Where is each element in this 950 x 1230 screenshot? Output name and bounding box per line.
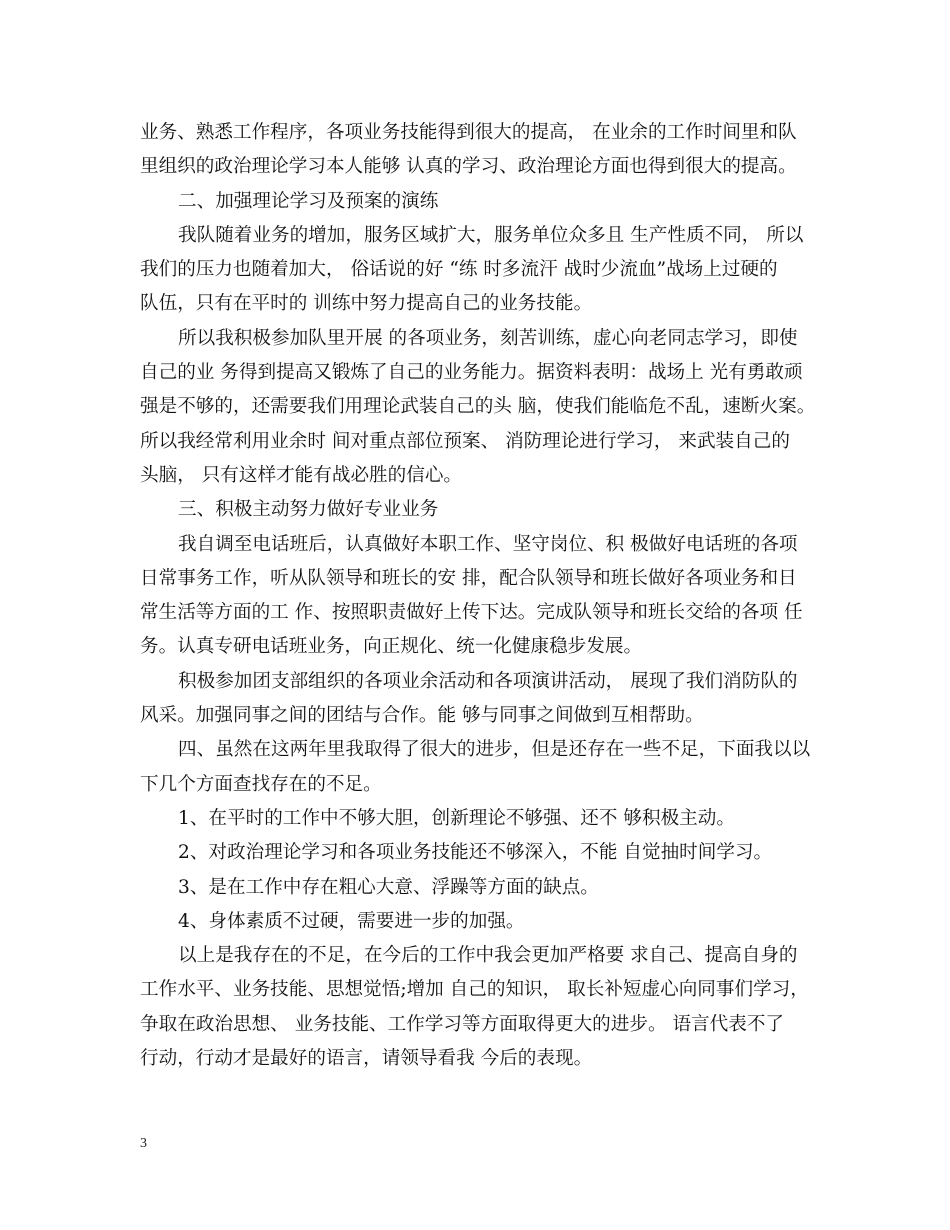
- text-line: 日常事务工作，听从队领导和班长的安 排，配合队领导和班长做好各项业务和日: [140, 567, 797, 589]
- text-line: 队伍，只有在平时的 训练中努力提高自己的业务技能。: [140, 293, 593, 315]
- document-body: [140, 116, 816, 1076]
- text-line: 我队随着业务的增加，服务区域扩大，服务单位众多且 生产性质不同， 所以: [178, 224, 804, 246]
- text-line: 四、虽然在这两年里我取得了很大的进步，但是还存在一些不足，下面我以以: [178, 739, 811, 761]
- page-number: 3: [140, 1136, 147, 1151]
- text-line: 务。认真专研电话班业务，向正规化、统一化健康稳步发展。: [140, 636, 643, 658]
- text-line: 常生活等方面的工 作、按照职责做好上传下达。完成队领导和班长交给的各项 任: [140, 602, 803, 624]
- text-line: 行动，行动才是最好的语言，请领导看我 今后的表现。: [140, 1048, 593, 1070]
- text-line: 自己的业 务得到提高又锻炼了自己的业务能力。据资料表明：战场上 光有勇敢顽: [140, 362, 803, 384]
- text-line: 3、是在工作中存在粗心大意、浮躁等方面的缺点。: [178, 876, 599, 898]
- text-line: 二、加强理论学习及预案的演练: [178, 190, 439, 212]
- text-line: 争取在政治思想、 业务技能、工作学习等方面取得更大的进步。 语言代表不了: [140, 1013, 785, 1035]
- text-line: 我们的压力也随着加大， 俗话说的好 “练 时多流汗 战时少流血”战场上过硬的: [140, 259, 778, 281]
- text-line: 下几个方面查找存在的不足。: [140, 773, 382, 795]
- text-line: 所以我积极参加队里开展 的各项业务，刻苦训练，虚心向老同志学习，即使: [178, 327, 798, 349]
- text-line: 1、在平时的工作中不够大胆，创新理论不够强、还不 够积极主动。: [178, 807, 735, 829]
- text-line: 强是不够的，还需要我们用理论武装自己的头 脑，使我们能临危不乱，速断火案。: [140, 396, 816, 418]
- text-line: 里组织的政治理论学习本人能够 认真的学习、政治理论方面也得到很大的提高。: [140, 156, 797, 178]
- text-line: 4、身体素质不过硬，需要进一步的加强。: [178, 910, 525, 932]
- text-line: 工作水平、业务技能、思想觉悟;增加 自己的知识， 取长补短虚心向同事们学习，: [140, 979, 809, 1001]
- text-line: 以上是我存在的不足，在今后的工作中我会更加严格要 求自己、提高自身的: [178, 945, 798, 967]
- text-line: 积极参加团支部组织的各项业余活动和各项演讲活动， 展现了我们消防队的: [178, 670, 798, 692]
- text-line: 我自调至电话班后，认真做好本职工作、坚守岗位、积 极做好电话班的各项: [178, 533, 798, 555]
- text-line: 三、积极主动努力做好专业业务: [178, 499, 439, 521]
- text-line: 所以我经常利用业余时 间对重点部位预案、 消防理论进行学习， 来武装自己的: [140, 430, 790, 452]
- text-line: 头脑， 只有这样才能有战必胜的信心。: [140, 464, 463, 486]
- text-line: 业务、熟悉工作程序，各项业务技能得到很大的提高， 在业余的工作时间里和队: [140, 122, 797, 143]
- text-line: 2、对政治理论学习和各项业务技能还不够深入，不能 自觉抽时间学习。: [178, 842, 773, 864]
- text-line: 风采。加强同事之间的团结与合作。能 够与同事之间做到互相帮助。: [140, 705, 704, 727]
